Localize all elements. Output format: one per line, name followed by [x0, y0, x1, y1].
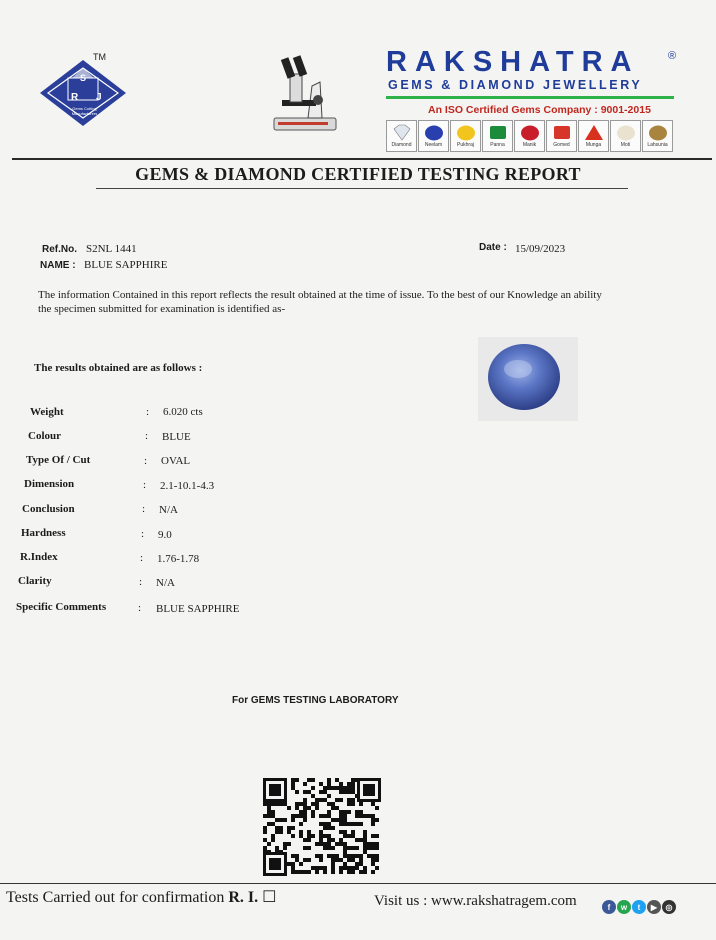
- results-heading: The results obtained are as follows :: [34, 362, 203, 374]
- gem-icon: [647, 123, 669, 142]
- logo-tagline: Gems Cutting Manufacturers: [71, 106, 98, 116]
- rindex-label: R.Index: [20, 551, 58, 563]
- gem-icon: [519, 123, 541, 142]
- lab-signature-label: For GEMS TESTING LABORATORY: [232, 695, 399, 706]
- ref-value: S2NL 1441: [86, 243, 137, 255]
- youtube-icon[interactable]: ▶: [647, 900, 661, 914]
- title-underline: [96, 188, 628, 189]
- gem-label: Neelam: [424, 142, 443, 148]
- gem-moti: [610, 120, 641, 152]
- hardness-value: 9.0: [158, 529, 172, 541]
- clarity-label: Clarity: [18, 575, 52, 587]
- gem-icon: [551, 123, 573, 142]
- gem-label: Gomed: [553, 142, 570, 148]
- brand-underline: [386, 96, 674, 99]
- gem-icon: [423, 123, 445, 142]
- facebook-icon[interactable]: f: [602, 900, 616, 914]
- logo-letter-j: J: [96, 92, 102, 103]
- clarity-colon: :: [139, 576, 143, 588]
- cut-value: OVAL: [161, 455, 191, 467]
- gem-neelam: [418, 120, 449, 152]
- gem-icon: [583, 123, 605, 142]
- cut-colon: :: [144, 455, 148, 467]
- name-value: BLUE SAPPHIRE: [84, 259, 168, 271]
- gem-lahsunia: [642, 120, 673, 152]
- twitter-icon[interactable]: t: [632, 900, 646, 914]
- gem-manik: [514, 120, 545, 152]
- gem-label: Diamond: [391, 142, 412, 148]
- dimension-value: 2.1-10.1-4.3: [160, 480, 215, 492]
- comments-label: Specific Comments: [16, 601, 107, 613]
- trademark-mark: TM: [93, 52, 106, 62]
- cut-label: Type Of / Cut: [26, 454, 91, 466]
- tests-text: Tests Carried out for confirmation: [6, 889, 225, 906]
- header-divider: [12, 158, 712, 160]
- ri-checkbox: ☐: [262, 889, 277, 906]
- rindex-colon: :: [140, 552, 144, 564]
- weight-label: Weight: [30, 406, 64, 418]
- logo-letter-s: S: [80, 73, 87, 83]
- conclusion-label: Conclusion: [22, 503, 75, 515]
- rindex-value: 1.76-1.78: [157, 553, 200, 565]
- ref-label: Ref.No.: [42, 244, 77, 255]
- whatsapp-icon[interactable]: w: [617, 900, 631, 914]
- qr-code[interactable]: [263, 778, 381, 876]
- gem-label: Moti: [620, 142, 631, 148]
- gem-icon: [615, 123, 637, 142]
- gem-pukhraj: [450, 120, 481, 152]
- microscope-icon: [268, 52, 338, 134]
- brand-name: RAKSHATRA: [386, 46, 640, 78]
- dimension-colon: :: [143, 479, 147, 491]
- dimension-label: Dimension: [24, 478, 75, 490]
- report-title: GEMS & DIAMOND CERTIFIED TESTING REPORT: [135, 164, 581, 184]
- gemstone-photo: [478, 337, 578, 421]
- comments-value: BLUE SAPPHIRE: [156, 603, 240, 615]
- gem-icon: [455, 123, 477, 142]
- gem-label: Pukhraj: [457, 142, 474, 148]
- rsj-logo: [38, 58, 128, 128]
- colour-colon: :: [145, 430, 149, 442]
- brand-subtitle: GEMS & DIAMOND JEWELLERY: [388, 78, 643, 92]
- gem-icon: [391, 123, 413, 142]
- tests-note: [6, 887, 277, 907]
- gem-munga: [578, 120, 609, 152]
- conclusion-colon: :: [142, 503, 146, 515]
- gem-gomed: [546, 120, 577, 152]
- name-label: NAME :: [40, 260, 76, 271]
- registered-mark: ®: [668, 50, 677, 62]
- website-link[interactable]: Visit us : www.rakshatragem.com: [374, 893, 577, 909]
- instagram-icon[interactable]: ◎: [662, 900, 676, 914]
- gem-panna: [482, 120, 513, 152]
- hardness-colon: :: [141, 528, 145, 540]
- colour-label: Colour: [28, 430, 61, 442]
- gem-label: Manik: [522, 142, 537, 148]
- gem-label: Lahsunia: [647, 142, 668, 148]
- weight-colon: :: [146, 406, 150, 418]
- gem-diamond: [386, 120, 417, 152]
- comments-colon: :: [138, 602, 142, 614]
- intro-paragraph: The information Contained in this report reflects the result obtained at the time of issue. To the best of our Knowledge an ability the specimen submitted for examination is identified as-: [38, 289, 602, 315]
- weight-value: 6.020 cts: [163, 406, 203, 418]
- tests-ri: R. I.: [228, 889, 259, 906]
- social-icons: [602, 900, 676, 914]
- iso-certification: An ISO Certified Gems Company : 9001-2015: [428, 104, 651, 116]
- date-value: 15/09/2023: [515, 243, 566, 255]
- date-label: Date :: [479, 242, 507, 253]
- conclusion-value: N/A: [159, 504, 178, 516]
- logo-letter-r: R: [71, 92, 79, 103]
- gem-label: Munga: [585, 142, 602, 148]
- gem-label: Panna: [490, 142, 505, 148]
- gem-icon: [487, 123, 509, 142]
- hardness-label: Hardness: [21, 527, 66, 539]
- clarity-value: N/A: [156, 577, 175, 589]
- gemstone-strip: [386, 120, 678, 152]
- footer-divider: [0, 883, 716, 884]
- colour-value: BLUE: [162, 431, 191, 443]
